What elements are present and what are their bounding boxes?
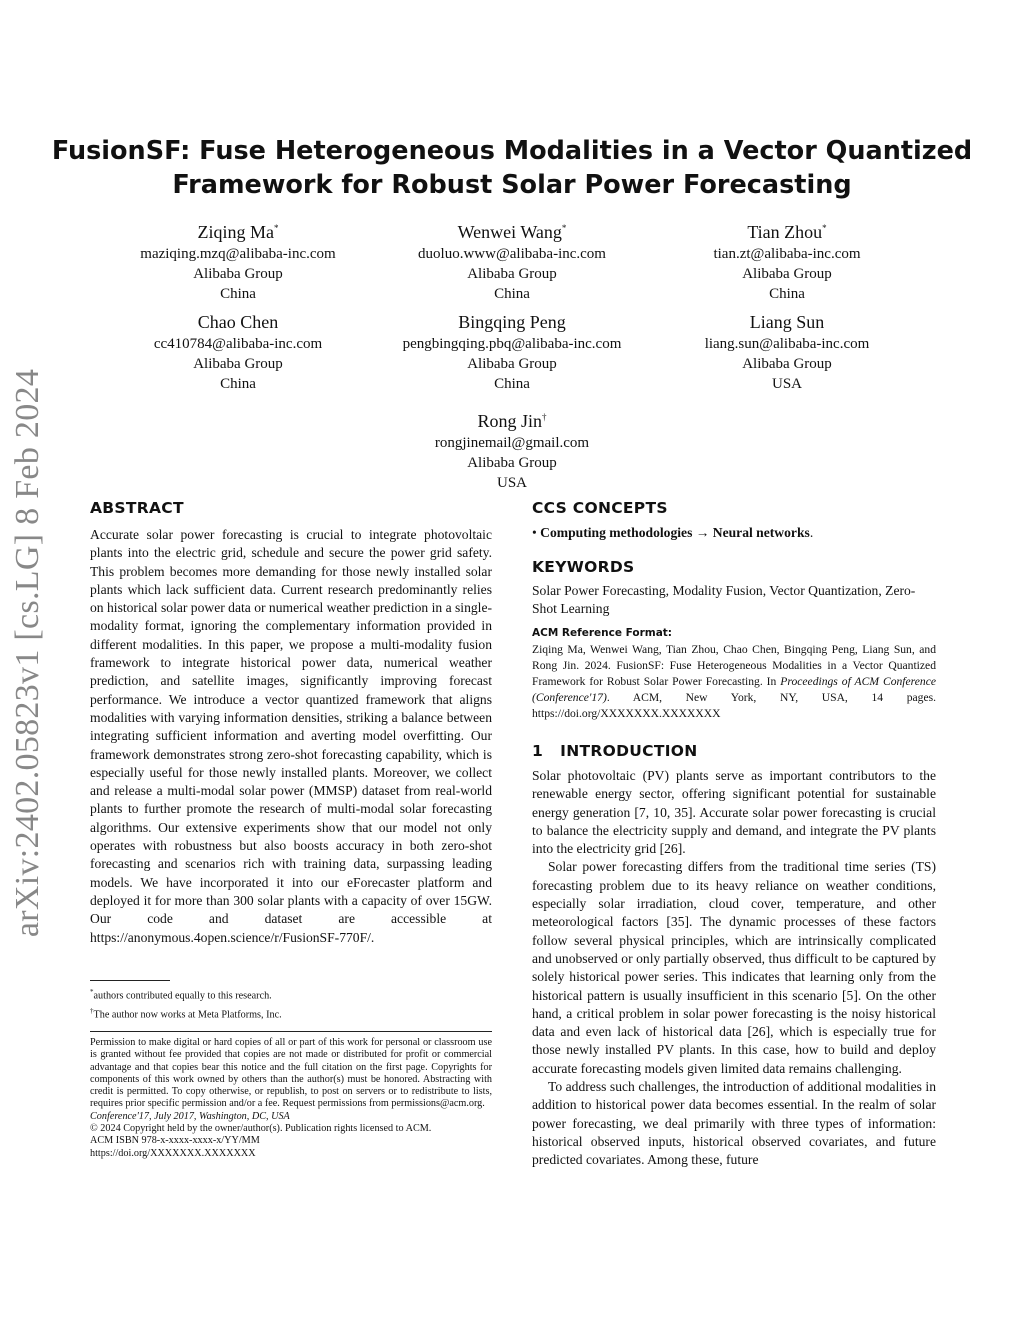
author-country: China — [494, 376, 530, 392]
author-country: China — [769, 286, 805, 302]
author-mark: * — [561, 223, 567, 233]
author-block — [362, 406, 662, 493]
footnote-rule — [90, 980, 170, 981]
title-line-2: Framework for Robust Solar Power Forecasting — [172, 170, 852, 200]
author-email: cc410784@alibaba-inc.com — [153, 336, 323, 352]
author-affiliation: Alibaba Group — [193, 356, 283, 372]
author-affiliation: Alibaba Group — [467, 455, 557, 471]
isbn-line: ACM ISBN 978-x-xxxx-xxxx-x/YY/MM — [90, 1135, 260, 1147]
author-name: Liang Sun — [749, 312, 825, 332]
footnote-2: The author now works at Meta Platforms, Inc. — [93, 1009, 282, 1021]
ccs-period: . — [809, 525, 814, 540]
intro-paragraph-2: Solar power forecasting differs from the traditional time series (TS) forecasting problem due to its heavy reliance on weather conditions, especially solar irradiation, cloud cover, temperature, and other meteorological factors [35]. The dynamic processes of these factors follow several physical principles, which are intrinsically complicated and unobserved or only partially observed, thus difficult to be captured by solely historical power series. This indicates that learning only from the historical pattern is usually insufficient in this scenario [5]. On the other hand, a critical problem in solar power forecasting is the noisy historical data and even lack of historical data [26], which is especially true for those newly installed PV plants. In this case, how to build and deploy accurate forecasting models given limited data remains challenging. — [532, 859, 936, 1076]
intro-paragraph-1: Solar photovoltaic (PV) plants serve as important contributors to the renewable energy sector, offering significant potential for sustainable energy generation [7, 10, 35]. Accurate solar power forecasting is crucial to balance the electricity supply and demand, and integrate the PV plants into the electricity grid [26]. — [532, 768, 936, 857]
keywords-heading: KEYWORDS — [532, 558, 635, 576]
ccs-concepts — [532, 524, 936, 542]
author-name: Tian Zhou — [747, 222, 823, 242]
author-email: duoluo.www@alibaba-inc.com — [418, 246, 606, 262]
acm-ref-text — [532, 642, 936, 722]
acm-ref-part-2: . ACM, New York, NY, USA, 14 pages. https://doi.org/XXXXXXX.XXXXXXX — [532, 691, 936, 720]
abstract-heading: ABSTRACT — [90, 499, 184, 517]
author-email: liang.sun@alibaba-inc.com — [704, 336, 870, 352]
author-mark: † — [542, 412, 547, 422]
author-country: USA — [771, 376, 802, 392]
conference-line: Conference'17, July 2017, Washington, DC, USA — [90, 1110, 290, 1122]
ccs-bullet: • — [532, 525, 537, 540]
abstract-text: Accurate solar power forecasting is crucial to integrate photovoltaic plants into the electric grid, schedule and secure the power grid safety. This problem becomes more demanding for those newly installed solar plants which lack sufficient data. Current research predominantly relies on historical solar power data or numerical weather prediction in a single-modality format, ignoring the complementary information provided in different modalities. In this paper, we propose a multi-modality fusion framework to integrate historical power data, numerical weather prediction, and satellite images, significantly improving forecast performance. We introduce a vector quantized framework that aligns modalities with varying information densities, striking a balance between integrating sufficient information and averting model overfitting. Our framework demonstrates strong zero-shot forecasting capability, which is especially useful for those newly installed plants. Moreover, we collect and release a multi-modal solar power (MMSP) dataset from real-world plants to further promote the research of multi-modal solar forecasting algorithms. Our extensive experiments show that our model not only operates with robustness but also boosts accuracy in both zero-shot forecasting and scenarios rich with training data, surpassing leading models. We have incorporated it into our eForecaster platform and deployed it for more than 300 solar plants with a capacity of over 15GW. Our code and dataset are accessible at https://anonymous.4open.science/r/FusionSF-770F/. — [90, 527, 493, 945]
ccs-concept-2: Neural networks — [712, 525, 810, 540]
acm-ref-part-1: Ziqing Ma, Wenwei Wang, Tian Zhou, Chao Chen, Bingqing Peng, Liang Sun, and Rong Jin. 2024. FusionSF: Fuse Heterogeneous Modalities in a Vector Quantized Framework for Robust Solar Power Forecasting. In — [532, 643, 936, 688]
author-block — [362, 311, 662, 394]
acm-ref-heading: ACM Reference Format: — [532, 627, 672, 639]
footnote-1: authors contributed equally to this research. — [93, 990, 272, 1002]
ccs-arrow: → — [695, 525, 710, 540]
author-mark: * — [822, 223, 827, 233]
author-block — [637, 217, 937, 304]
author-country: USA — [496, 475, 527, 491]
permission-block — [90, 1037, 492, 1160]
author-affiliation: Alibaba Group — [742, 266, 832, 282]
ccs-concept-1: Computing methodologies — [540, 525, 693, 540]
intro-body — [532, 767, 936, 1170]
author-country: China — [494, 286, 530, 302]
footnote-mark: * — [90, 988, 94, 996]
copyright-line: © 2024 Copyright held by the owner/author(s). Publication rights licensed to ACM. — [90, 1123, 432, 1135]
author-affiliation: Alibaba Group — [467, 356, 557, 372]
acm-ref-venue: Proceedings of ACM Conference (Conference'17) — [532, 675, 936, 704]
doi-line: https://doi.org/XXXXXXX.XXXXXXX — [90, 1147, 256, 1159]
author-block — [362, 217, 662, 304]
author-email: maziqing.mzq@alibaba-inc.com — [140, 246, 336, 262]
intro-paragraph-3: To address such challenges, the introduction of additional modalities in addition to historical power data becomes essential. In the realm of solar power forecasting, we deal primarily with three types of information: historical observed inputs, historical observed covariates, and future predicted covariates. Among these, future — [532, 1079, 936, 1168]
author-name: Rong Jin — [477, 411, 542, 431]
author-email: pengbingqing.pbq@alibaba-inc.com — [402, 336, 622, 352]
permission-text: Permission to make digital or hard copies of all or part of this work for personal or classroom use is granted without fee provided that copies are not made or distributed for profit or commercial advantage and that copies bear this notice and the full citation on the first page. Copyrights for components of this work owned by others than the author(s) must be honored. Abstracting with credit is permitted. To copy otherwise, or republish, to post on servers or to redistribute to lists, requires prior specific permission and/or a fee. Request permissions from permissions@acm.org. — [90, 1037, 492, 1110]
author-block — [88, 217, 388, 304]
author-block — [637, 311, 937, 394]
footnotes — [90, 986, 492, 1021]
author-email: rongjinemail@gmail.com — [434, 435, 590, 451]
author-affiliation: Alibaba Group — [467, 266, 557, 282]
permission-rule — [90, 1031, 492, 1032]
author-name: Wenwei Wang — [457, 222, 562, 242]
author-mark: * — [274, 223, 279, 233]
author-country: China — [220, 376, 256, 392]
author-block — [88, 311, 388, 394]
keywords-text: Solar Power Forecasting, Modality Fusion, Vector Quantization, Zero-Shot Learning — [532, 583, 916, 617]
author-affiliation: Alibaba Group — [742, 356, 832, 372]
intro-heading: 1 INTRODUCTION — [532, 742, 698, 760]
author-name: Bingqing Peng — [458, 312, 566, 332]
title-line-1: FusionSF: Fuse Heterogeneous Modalities in a Vector Quantized — [51, 136, 973, 166]
footnote-mark: † — [90, 1006, 94, 1015]
author-country: China — [220, 286, 256, 302]
author-name: Ziqing Ma — [197, 222, 274, 242]
ccs-heading: CCS CONCEPTS — [532, 499, 668, 517]
author-name: Chao Chen — [197, 312, 279, 332]
paper-title — [0, 134, 1024, 202]
author-email: tian.zt@alibaba-inc.com — [713, 246, 861, 262]
arxiv-stamp: arXiv:2402.05823v1 [cs.LG] 8 Feb 2024 — [9, 368, 46, 938]
author-affiliation: Alibaba Group — [193, 266, 283, 282]
